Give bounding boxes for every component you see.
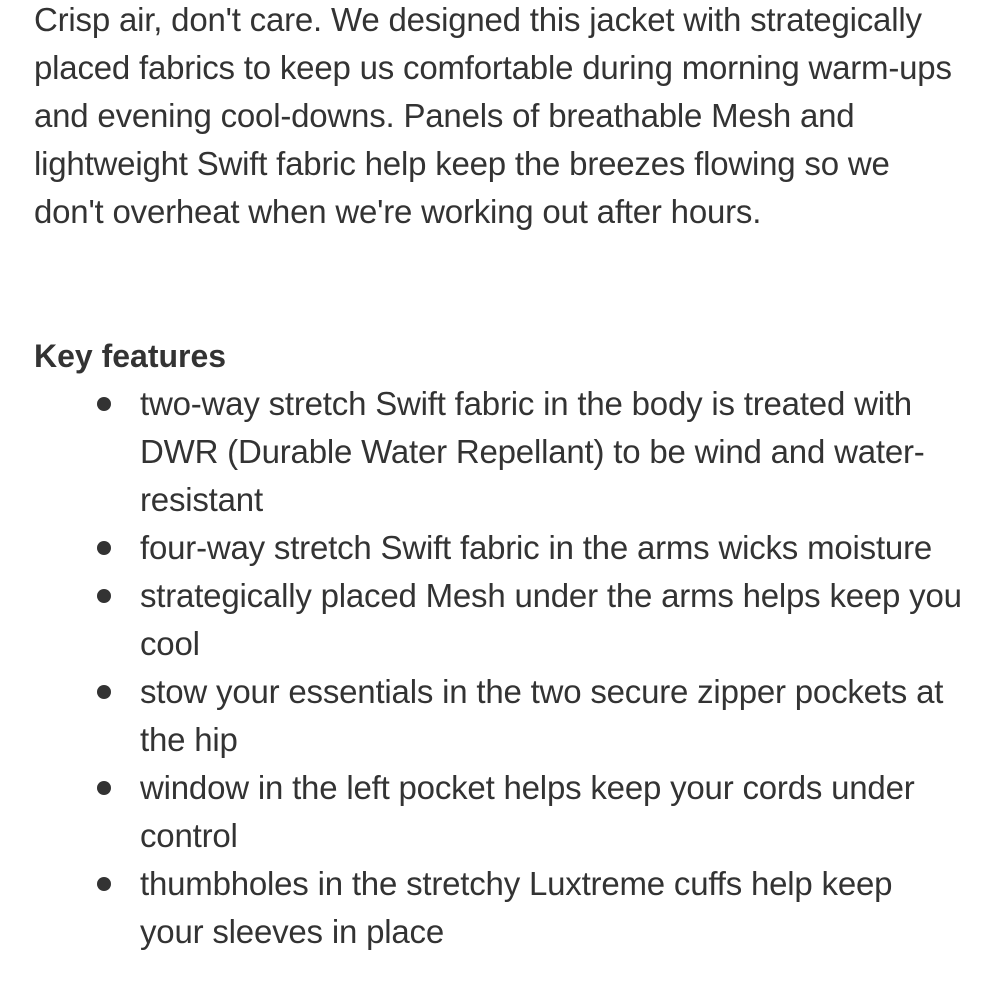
feature-text: four-way stretch Swift fabric in the arms wicks moisture xyxy=(140,529,933,566)
product-description-text: Crisp air, don't care. We designed this jacket with strategically placed fabrics to keep us comfortable during morning warm-ups and evening cool-downs. Panels of breathable Mesh and lightweight Swift fabric help keep the breezes flowing so we don't overheat when we're working out after hours. xyxy=(34,1,952,230)
bullet-icon xyxy=(97,541,111,555)
feature-text: stow your essentials in the two secure zipper pockets at the hip xyxy=(140,673,944,758)
feature-list-item xyxy=(34,764,964,860)
feature-text: two-way stretch Swift fabric in the body is treated with DWR (Durable Water Repellant) to be wind and water-resistant xyxy=(140,385,925,518)
feature-text: window in the left pocket helps keep your cords under control xyxy=(140,769,915,854)
key-features-heading: Key features xyxy=(34,338,227,374)
feature-list-item xyxy=(34,572,964,668)
feature-text: thumbholes in the stretchy Luxtreme cuffs help keep your sleeves in place xyxy=(140,865,893,950)
feature-list-item xyxy=(34,380,964,524)
feature-list-item xyxy=(34,860,964,956)
bullet-icon xyxy=(97,781,111,795)
bullet-icon xyxy=(97,397,111,411)
bullet-icon xyxy=(97,877,111,891)
feature-list-item xyxy=(34,668,964,764)
bullet-icon xyxy=(97,589,111,603)
key-features-list xyxy=(34,380,964,956)
feature-list-item xyxy=(34,524,964,572)
feature-text: strategically placed Mesh under the arms helps keep you cool xyxy=(140,577,962,662)
bullet-icon xyxy=(97,685,111,699)
